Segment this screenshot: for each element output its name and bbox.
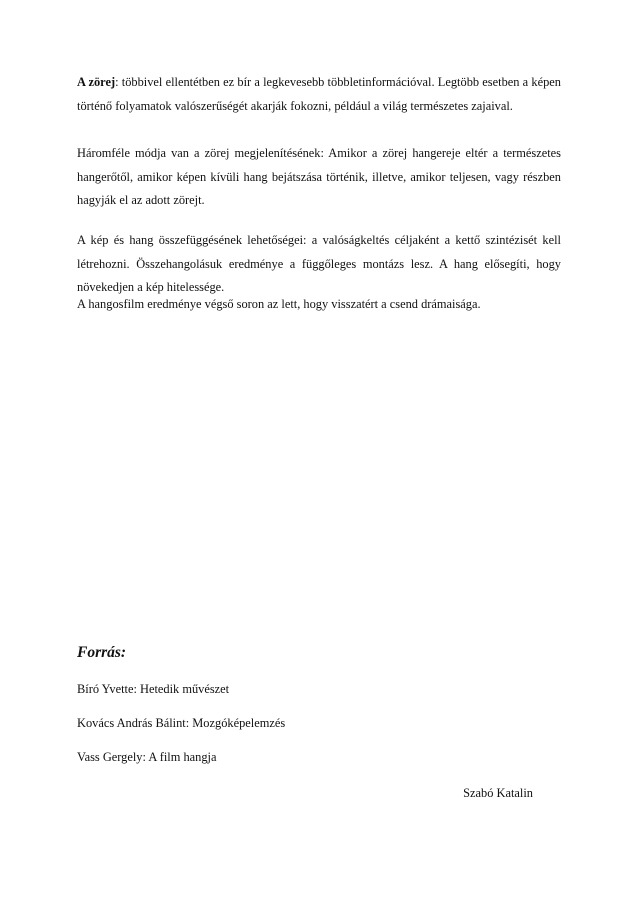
paragraph-zorej-modjai: Háromféle módja van a zörej megjelenítésének: Amikor a zörej hangereje eltér a természetes hangerőtől, amikor képen kívüli hang bejátszása történik, illetve, amikor teljesen, vagy részben hagyják el az adott zörejt. — [77, 146, 561, 208]
paragraph-zorej — [77, 71, 561, 118]
paragraph-kep-es-hang: A kép és hang összefüggésének lehetőségei: a valóságkeltés céljaként a kettő szintézisét kell létrehozni. Összehangolásuk eredménye a függőleges montázs lesz. A hang elősegíti, hogy növekedjen a kép hitelessége. — [77, 233, 561, 295]
author-name: Szabó Katalin — [463, 786, 533, 800]
paragraph-hangosfilm: A hangosfilm eredménye végső soron az lett, hogy visszatért a csend drámaisága. — [77, 297, 481, 311]
paragraph-zorej-text: : többivel ellentétben ez bír a legkevesebb többletinformációval. Legtöbb esetben a képen történő folyamatok valószerűségét akarják fokozni, például a világ természetes zajaival. — [77, 75, 561, 113]
term-zorej: A zörej — [77, 75, 116, 89]
source-item: Kovács András Bálint: Mozgóképelemzés — [77, 716, 286, 730]
source-item: Vass Gergely: A film hangja — [77, 750, 217, 764]
source-item: Bíró Yvette: Hetedik művészet — [77, 682, 230, 696]
sources-heading: Forrás: — [77, 644, 127, 661]
